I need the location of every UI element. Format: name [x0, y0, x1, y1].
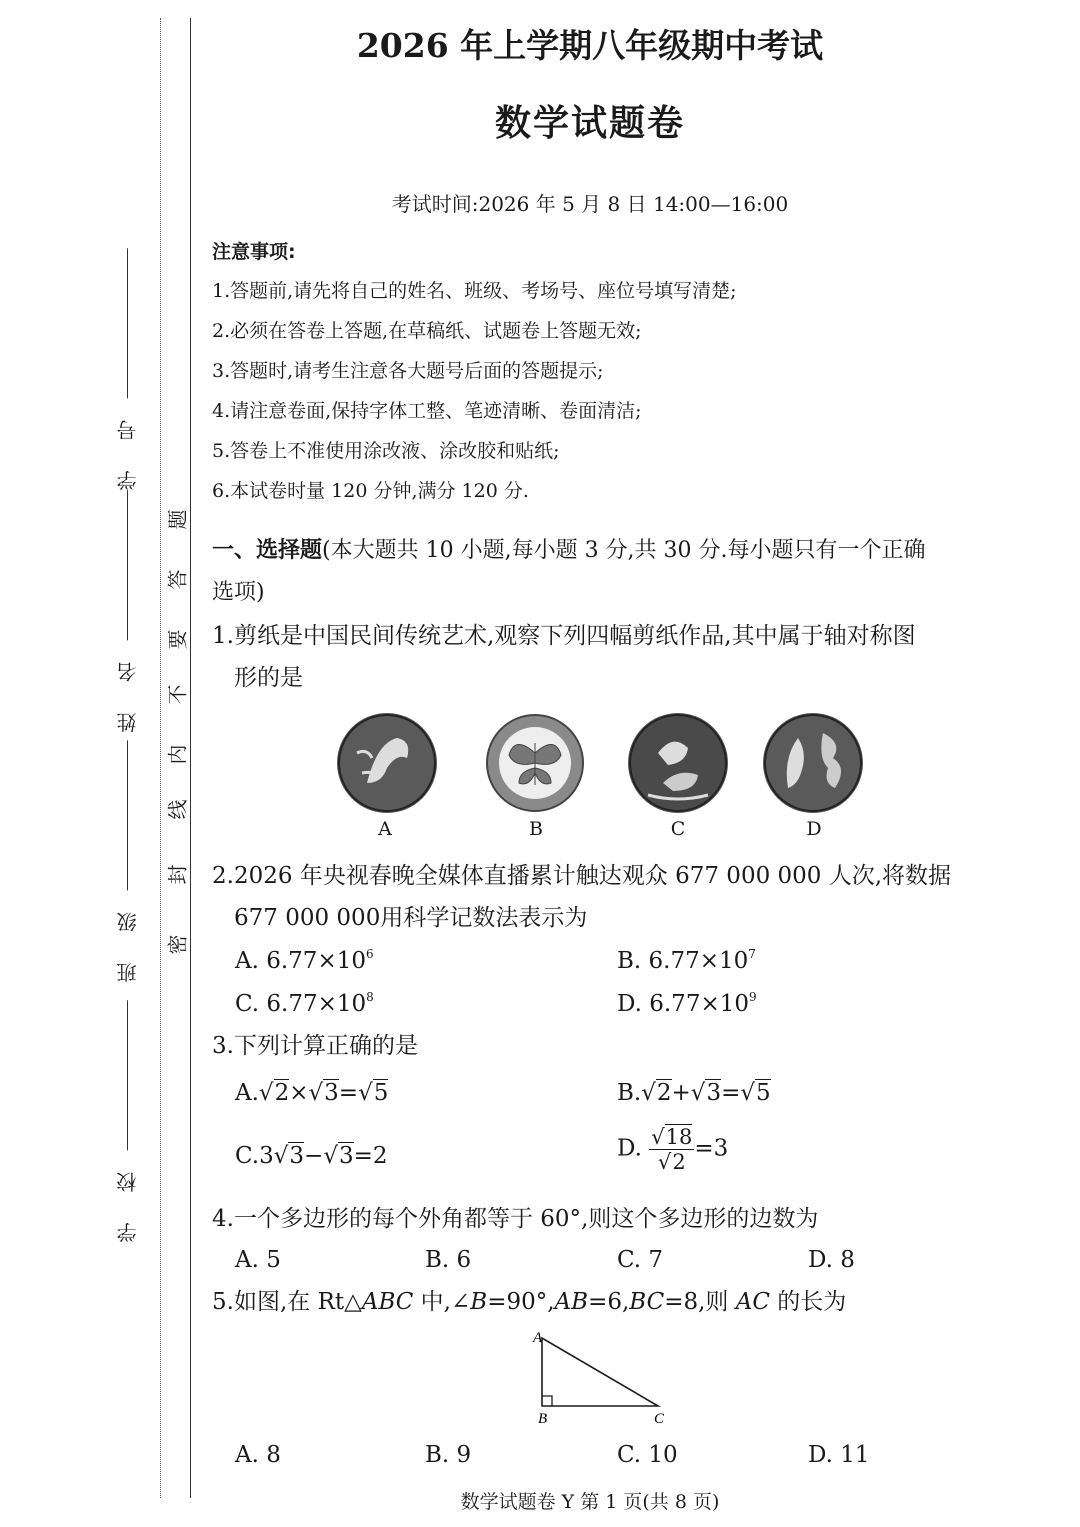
right-angle-mark — [542, 1396, 552, 1406]
q2-option-b[interactable]: B. $6.77\times 10^7$ — [617, 947, 756, 974]
note-item: 6.本试卷时量 120 分钟,满分 120 分. — [212, 480, 529, 502]
q1-option-label: C — [670, 818, 686, 840]
name-field — [118, 490, 138, 732]
seal-char: 封 — [165, 864, 190, 885]
vertex-b-label: B — [538, 1411, 548, 1427]
page-footer: 数学试题卷 Y 第 1 页(共 8 页) — [460, 1491, 720, 1513]
q2-option-d[interactable]: D. $6.77\times 10^9$ — [617, 990, 757, 1017]
exam-title: 2026 年上学期八年级期中考试 — [356, 26, 824, 65]
q1-option-label: B — [529, 818, 543, 840]
school-field — [118, 1000, 138, 1242]
seal-char: 密 — [165, 934, 190, 955]
question-1 — [212, 615, 972, 699]
name-blank[interactable] — [128, 490, 129, 640]
question-5: 5.如图,在 Rt△ABC 中,∠B=90°,AB=6,BC=8,则 AC 的长为 — [212, 1289, 847, 1315]
q2-option-a[interactable]: A. $6.77\times 10^6$ — [235, 947, 374, 974]
note-item: 1.答题前,请先将自己的姓名、班级、考场号、座位号填写清楚; — [212, 280, 737, 302]
q4-stem: 4.一个多边形的每个外角都等于 60°,则这个多边形的边数为 — [212, 1206, 819, 1232]
q1-stem-cont: 形的是 — [234, 665, 303, 691]
q5-option-a[interactable]: A. 8 — [235, 1442, 281, 1468]
student-id-field — [118, 248, 138, 490]
seal-char: 题 — [165, 509, 190, 530]
phoenix-papercut-icon — [337, 713, 437, 813]
student-id-label: 学 号 — [116, 408, 140, 491]
seal-char: 线 — [165, 799, 190, 820]
school-blank[interactable] — [128, 1000, 129, 1150]
seal-char: 不 — [165, 684, 190, 705]
name-label: 姓 名 — [116, 650, 140, 733]
class-label: 班 级 — [116, 900, 140, 983]
question-3 — [212, 1025, 972, 1067]
q3-option-c[interactable]: C.3√3−√3=2 — [235, 1143, 388, 1169]
seal-char: 答 — [165, 569, 190, 590]
question-2 — [212, 855, 972, 939]
q3-option-a[interactable]: A.√2×√3=√5 — [235, 1080, 389, 1106]
section-desc: (本大题共 10 小题,每小题 3 分,共 30 分.每小题只有一个正确 — [322, 538, 926, 563]
q4-option-b[interactable]: B. 6 — [425, 1247, 472, 1273]
q4-option-a[interactable]: A. 5 — [235, 1247, 281, 1273]
note-item: 5.答卷上不准使用涂改液、涂改胶和贴纸; — [212, 440, 560, 462]
section-desc-cont: 选项) — [212, 580, 265, 605]
vertex-a-label: A — [533, 1330, 543, 1346]
q3-stem: 3.下列计算正确的是 — [212, 1033, 418, 1059]
q1-stem: 1.剪纸是中国民间传统艺术,观察下列四幅剪纸作品,其中属于轴对称图 — [212, 623, 916, 649]
q2-option-c[interactable]: C. $6.77\times 10^8$ — [235, 990, 374, 1017]
class-field — [118, 740, 138, 982]
exam-time: 考试时间:2026 年 5 月 8 日 14:00—16:00 — [391, 192, 789, 216]
q2-stem: 2.2026 年央视春晚全媒体直播累计触达观众 677 000 000 人次,将数据 — [212, 863, 952, 889]
student-id-blank[interactable] — [128, 248, 129, 398]
q4-option-c[interactable]: C. 7 — [617, 1247, 664, 1273]
school-label: 学 校 — [116, 1160, 140, 1243]
section-heading — [212, 530, 972, 614]
q3-option-b[interactable]: B.√2+√3=√5 — [617, 1080, 771, 1106]
butterfly-papercut-icon — [485, 713, 585, 813]
triangle-shape — [542, 1338, 658, 1406]
q5-option-d[interactable]: D. 11 — [808, 1442, 870, 1468]
dragon-phoenix-papercut-icon — [763, 713, 863, 813]
q1-option-label: A — [378, 818, 392, 840]
exam-subtitle: 数学试题卷 — [494, 102, 685, 144]
q1-option-label: D — [806, 818, 822, 840]
notes-title: 注意事项: — [212, 241, 296, 263]
note-item: 4.请注意卷面,保持字体工整、笔迹清晰、卷面清洁; — [212, 400, 642, 422]
q4-option-d[interactable]: D. 8 — [808, 1247, 855, 1273]
q2-stem-cont: 677 000 000用科学记数法表示为 — [234, 905, 588, 931]
question-4 — [212, 1198, 972, 1240]
seal-char: 内 — [165, 744, 190, 765]
q3-option-d[interactable]: D. $\frac{√18}{√2}$ =3 — [617, 1125, 729, 1174]
right-triangle-figure — [525, 1328, 675, 1428]
vertex-c-label: C — [654, 1411, 665, 1427]
seal-char: 要 — [165, 629, 190, 650]
section-title: 一、选择题 — [212, 538, 323, 563]
note-item: 2.必须在答卷上答题,在草稿纸、试题卷上答题无效; — [212, 320, 642, 342]
q5-option-b[interactable]: B. 9 — [425, 1442, 472, 1468]
note-item: 3.答题时,请考生注意各大题号后面的答题提示; — [212, 360, 604, 382]
mandarin-duck-papercut-icon — [628, 713, 728, 813]
class-blank[interactable] — [128, 740, 129, 890]
q5-option-c[interactable]: C. 10 — [617, 1442, 678, 1468]
